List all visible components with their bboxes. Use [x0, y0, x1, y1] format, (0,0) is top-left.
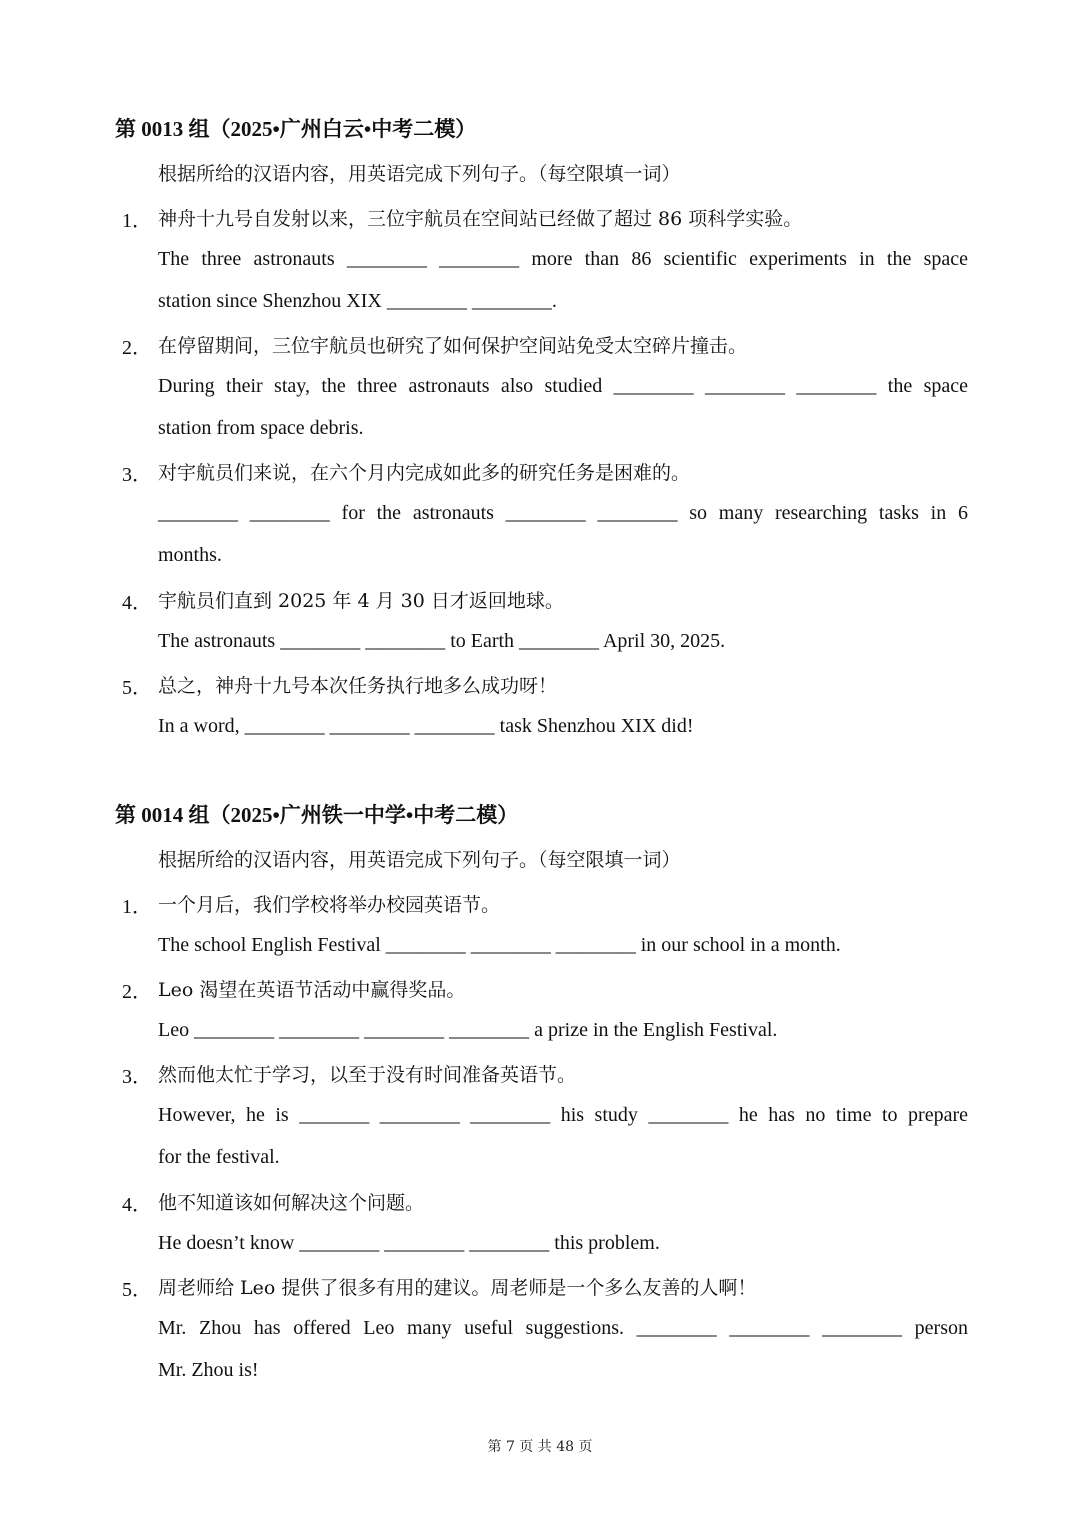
question-english-line: However, he is _______ ________ ________ his study ________ he has no time to prepare — [158, 1104, 968, 1126]
group-instruction: 根据所给的汉语内容，用英语完成下列句子。（每空限填一词） — [158, 849, 681, 871]
question-english-line: The school English Festival ________ ________ ________ in our school in a month. — [158, 934, 841, 956]
question-number: 2． — [122, 337, 152, 359]
question-chinese: 然而他太忙于学习，以至于没有时间准备英语节。 — [158, 1064, 577, 1086]
group-instruction: 根据所给的汉语内容，用英语完成下列句子。（每空限填一词） — [158, 163, 681, 185]
question-english-line: months. — [158, 544, 222, 566]
question-chinese: Leo 渴望在英语节活动中赢得奖品。 — [158, 979, 466, 1001]
question-number: 4． — [122, 592, 152, 614]
question-chinese: 在停留期间，三位宇航员也研究了如何保护空间站免受太空碎片撞击。 — [158, 335, 748, 357]
question-english-line: The astronauts ________ ________ to Earth ________ April 30, 2025. — [158, 630, 726, 652]
question-number: 5． — [122, 677, 152, 699]
question-chinese: 对宇航员们来说，在六个月内完成如此多的研究任务是困难的。 — [158, 462, 691, 484]
question-english-line: During their stay, the three astronauts also studied ________ ________ ________ the space — [158, 375, 968, 397]
question-english-line: In a word, ________ ________ ________ task Shenzhou XIX did! — [158, 715, 694, 737]
question-number: 5． — [122, 1279, 152, 1301]
question-chinese: 宇航员们直到 2025 年 4 月 30 日才返回地球。 — [158, 590, 564, 612]
question-chinese: 总之，神舟十九号本次任务执行地多么成功呀！ — [158, 675, 558, 697]
question-number: 3． — [122, 464, 152, 486]
question-chinese: 神舟十九号自发射以来，三位宇航员在空间站已经做了超过 86 项科学实验。 — [158, 208, 803, 230]
question-english-line: He doesn’t know ________ ________ ________ this problem. — [158, 1232, 660, 1254]
question-chinese: 一个月后，我们学校将举办校园英语节。 — [158, 894, 501, 916]
question-chinese: 他不知道该如何解决这个问题。 — [158, 1192, 425, 1214]
question-number: 2． — [122, 981, 152, 1003]
question-number: 4． — [122, 1194, 152, 1216]
group-title: 第 0013 组（2025•广州白云•中考二模） — [115, 117, 477, 141]
question-english-line: Leo ________ ________ ________ ________ a prize in the English Festival. — [158, 1019, 778, 1041]
group-title: 第 0014 组（2025•广州铁一中学•中考二模） — [115, 803, 519, 827]
page-footer: 第 7 页 共 48 页 — [487, 1439, 593, 1455]
question-english-line: for the festival. — [158, 1146, 280, 1168]
question-number: 1． — [122, 210, 152, 232]
question-number: 3． — [122, 1066, 152, 1088]
question-number: 1． — [122, 896, 152, 918]
question-english-line: station since Shenzhou XIX ________ ________. — [158, 290, 557, 312]
question-english-line: Mr. Zhou has offered Leo many useful suggestions. ________ ________ ________ person — [158, 1317, 968, 1339]
question-english-line: The three astronauts ________ ________ more than 86 scientific experiments in the space — [158, 248, 968, 270]
question-english-line: station from space debris. — [158, 417, 364, 439]
question-english-line: ________ ________ for the astronauts ________ ________ so many researching tasks in 6 — [158, 502, 968, 524]
question-english-line: Mr. Zhou is! — [158, 1359, 259, 1381]
question-chinese: 周老师给 Leo 提供了很多有用的建议。周老师是一个多么友善的人啊！ — [158, 1277, 757, 1299]
